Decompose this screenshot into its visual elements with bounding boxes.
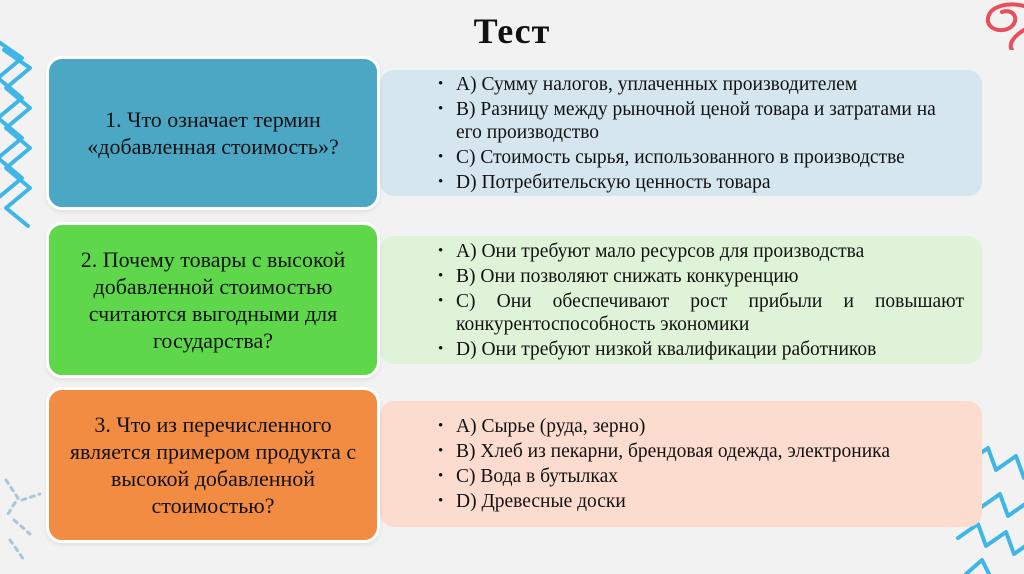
answer-text: A) Они требуют мало ресурсов для производства [456, 240, 865, 262]
answer-text: A) Сумму налогов, уплаченных производителем [456, 73, 858, 95]
answer-text: C) Они обеспечивают рост прибыли и повышают конкурентоспособность экономики [456, 290, 964, 335]
bullet-icon: • [438, 340, 444, 357]
question-box-3 [46, 387, 380, 543]
question-text: 1. Что означает термин «добавленная стоимость»? [87, 107, 339, 159]
answer-panel-3 [380, 401, 982, 527]
answer-text: B) Разницу между рыночной ценой товара и затратами на его производство [456, 98, 936, 143]
bullet-icon: • [438, 148, 444, 165]
answer-option [438, 490, 964, 513]
bullet-icon: • [438, 468, 444, 484]
bullet-icon: • [438, 493, 444, 509]
answer-option [438, 465, 964, 488]
answer-list-1 [438, 71, 964, 196]
answer-option [438, 290, 964, 336]
question-row-2 [46, 222, 982, 378]
answer-option [438, 98, 964, 144]
answer-text: B) Они позволяют снижать конкуренцию [456, 265, 799, 287]
question-row-3 [46, 387, 982, 543]
answer-text: C) Стоимость сырья, использованного в производстве [456, 146, 905, 168]
answer-option [438, 73, 964, 96]
answer-text: D) Древесные доски [456, 491, 626, 512]
answer-option [438, 171, 964, 194]
bullet-icon: • [438, 267, 444, 284]
answer-panel-1 [380, 70, 982, 196]
answer-option [438, 240, 964, 263]
bullet-icon: • [438, 173, 444, 190]
bullet-icon: • [438, 292, 444, 309]
page-title: Тест [473, 11, 551, 51]
bullet-icon: • [438, 100, 444, 117]
answer-text: D) Они требуют низкой квалификации работников [456, 338, 877, 360]
answer-option [438, 265, 964, 288]
answer-option [438, 146, 964, 169]
question-row-1 [46, 56, 982, 210]
answer-option [438, 338, 964, 361]
bullet-icon: • [438, 75, 444, 92]
answer-list-2 [438, 238, 964, 363]
answer-text: A) Сырье (руда, зерно) [456, 416, 646, 437]
answer-option [438, 415, 964, 438]
answer-text: B) Хлеб из пекарни, брендовая одежда, электроника [456, 441, 890, 462]
question-text: 2. Почему товары с высокой добавленной стоимостью считаются выгодными для государства? [80, 247, 346, 353]
bullet-icon: • [438, 418, 444, 434]
bullet-icon: • [438, 443, 444, 459]
answer-option [438, 440, 964, 463]
answer-text: C) Вода в бутылках [456, 466, 618, 487]
bullet-icon: • [438, 242, 444, 259]
answer-panel-2 [380, 236, 982, 364]
question-box-1 [46, 56, 380, 210]
question-text: 3. Что из перечисленного является примером продукта с высокой добавленной стоимостью? [69, 412, 357, 518]
left-bottom-scribble-decoration [0, 470, 50, 574]
left-blue-squiggle-decoration [0, 30, 34, 260]
answer-list-3 [438, 413, 964, 515]
question-box-2 [46, 222, 380, 378]
answer-text: D) Потребительскую ценность товара [456, 171, 771, 193]
